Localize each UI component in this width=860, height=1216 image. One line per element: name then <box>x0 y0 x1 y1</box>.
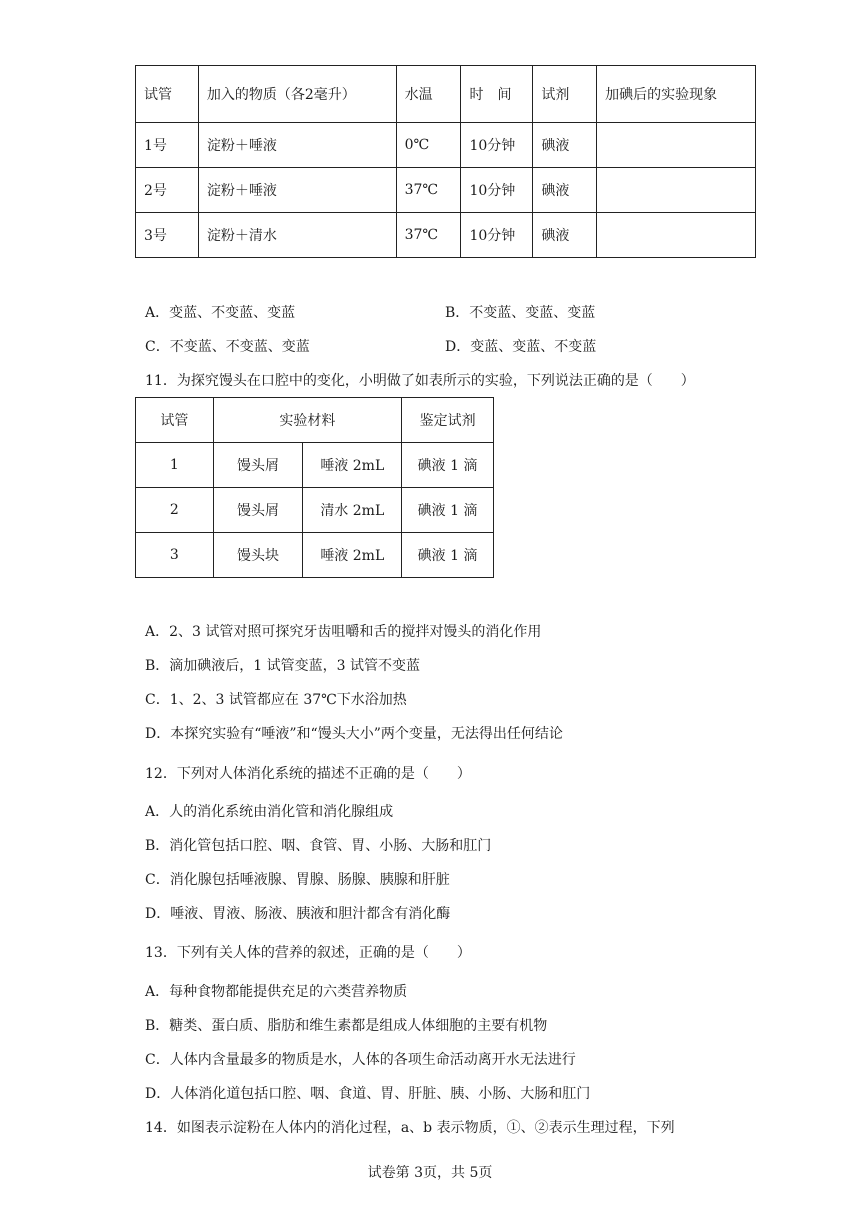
table-cell: 碘液 <box>533 168 597 213</box>
q13-option-a[interactable]: A．每种食物都能提供充足的六类营养物质 <box>145 984 408 1000</box>
q11-option-b[interactable]: B．滴加碘液后，1 试管变蓝，3 试管不变蓝 <box>145 658 421 674</box>
experiment-table-2 <box>135 397 494 578</box>
table-row <box>136 123 756 168</box>
q12-stem: 12．下列对人体消化系统的描述不正确的是（ ） <box>145 766 471 782</box>
q11-stem: 11．为探究馒头在口腔中的变化，小明做了如表所示的实验，下列说法正确的是（ ） <box>145 373 695 389</box>
table-cell: 2号 <box>136 168 199 213</box>
table-cell: 碘液 1 滴 <box>402 488 494 533</box>
table-cell: 2 <box>136 488 214 533</box>
table-row <box>136 168 756 213</box>
q13-option-c[interactable]: C．人体内含量最多的物质是水，人体的各项生命活动离开水无法进行 <box>145 1052 576 1068</box>
table-cell: 唾液 2mL <box>303 443 402 488</box>
q12-option-d[interactable]: D．唾液、胃液、肠液、胰液和胆汁都含有消化酶 <box>145 906 451 922</box>
table-cell: 碘液 <box>533 123 597 168</box>
q11-option-c[interactable]: C．1、2、3 试管都应在 37℃下水浴加热 <box>145 692 407 708</box>
q12-option-a[interactable]: A．人的消化系统由消化管和消化腺组成 <box>145 804 394 820</box>
table2-header-cell: 试管 <box>136 398 214 443</box>
table-cell <box>597 168 756 213</box>
table-cell: 3号 <box>136 213 199 258</box>
table2-header-cell: 鉴定试剂 <box>402 398 494 443</box>
table-cell: 淀粉＋唾液 <box>198 168 396 213</box>
table-cell: 碘液 <box>533 213 597 258</box>
table-cell: 清水 2mL <box>303 488 402 533</box>
table-cell: 碘液 1 滴 <box>402 443 494 488</box>
table1-header-cell: 时 间 <box>461 66 533 123</box>
table-cell: 碘液 1 滴 <box>402 533 494 578</box>
table-row <box>136 443 494 488</box>
table-cell: 1号 <box>136 123 199 168</box>
table1-header-cell: 试管 <box>136 66 199 123</box>
table1-header-cell: 加碘后的实验现象 <box>597 66 756 123</box>
q11-option-d[interactable]: D．本探究实验有“唾液”和“馒头大小”两个变量，无法得出任何结论 <box>145 726 563 742</box>
table-row <box>136 533 494 578</box>
experiment-table-1 <box>135 65 756 258</box>
table-cell: 淀粉＋清水 <box>198 213 396 258</box>
q10-option-c[interactable]: C．不变蓝、不变蓝、变蓝 <box>145 339 310 355</box>
table-cell: 37℃ <box>396 213 461 258</box>
q12-option-b[interactable]: B．消化管包括口腔、咽、食管、胃、小肠、大肠和肛门 <box>145 838 492 854</box>
table2-header-row <box>136 398 494 443</box>
table-cell <box>597 123 756 168</box>
table-cell: 10分钟 <box>461 168 533 213</box>
q12-option-c[interactable]: C．消化腺包括唾液腺、胃腺、肠腺、胰腺和肝脏 <box>145 872 450 888</box>
q11-option-a[interactable]: A．2、3 试管对照可探究牙齿咀嚼和舌的搅拌对馒头的消化作用 <box>145 624 542 640</box>
table2-header-cell: 实验材料 <box>213 398 401 443</box>
table-cell: 淀粉＋唾液 <box>198 123 396 168</box>
table1-header-cell: 试剂 <box>533 66 597 123</box>
table-cell: 3 <box>136 533 214 578</box>
table-cell: 馒头屑 <box>213 488 303 533</box>
table1-header-row <box>136 66 756 123</box>
table-cell: 0℃ <box>396 123 461 168</box>
table-row <box>136 488 494 533</box>
table-cell: 馒头块 <box>213 533 303 578</box>
table-cell: 10分钟 <box>461 123 533 168</box>
q14-stem: 14．如图表示淀粉在人体内的消化过程，a、b 表示物质，①、②表示生理过程，下列 <box>145 1120 675 1136</box>
table-cell: 馒头屑 <box>213 443 303 488</box>
table-cell: 10分钟 <box>461 213 533 258</box>
q13-stem: 13．下列有关人体的营养的叙述，正确的是（ ） <box>145 945 471 961</box>
q13-option-b[interactable]: B．糖类、蛋白质、脂肪和维生素都是组成人体细胞的主要有机物 <box>145 1018 548 1034</box>
q10-option-d[interactable]: D．变蓝、变蓝、不变蓝 <box>445 339 597 355</box>
table1-header-cell: 加入的物质（各2毫升） <box>198 66 396 123</box>
table-cell <box>597 213 756 258</box>
q10-option-a[interactable]: A．变蓝、不变蓝、变蓝 <box>145 305 296 321</box>
q10-option-b[interactable]: B．不变蓝、变蓝、变蓝 <box>445 305 596 321</box>
q13-option-d[interactable]: D．人体消化道包括口腔、咽、食道、胃、肝脏、胰、小肠、大肠和肛门 <box>145 1086 591 1102</box>
table-cell: 37℃ <box>396 168 461 213</box>
page-footer: 试卷第 3页，共 5页 <box>367 1165 493 1181</box>
table1-header-cell: 水温 <box>396 66 461 123</box>
table-cell: 1 <box>136 443 214 488</box>
table-cell: 唾液 2mL <box>303 533 402 578</box>
table-row <box>136 213 756 258</box>
